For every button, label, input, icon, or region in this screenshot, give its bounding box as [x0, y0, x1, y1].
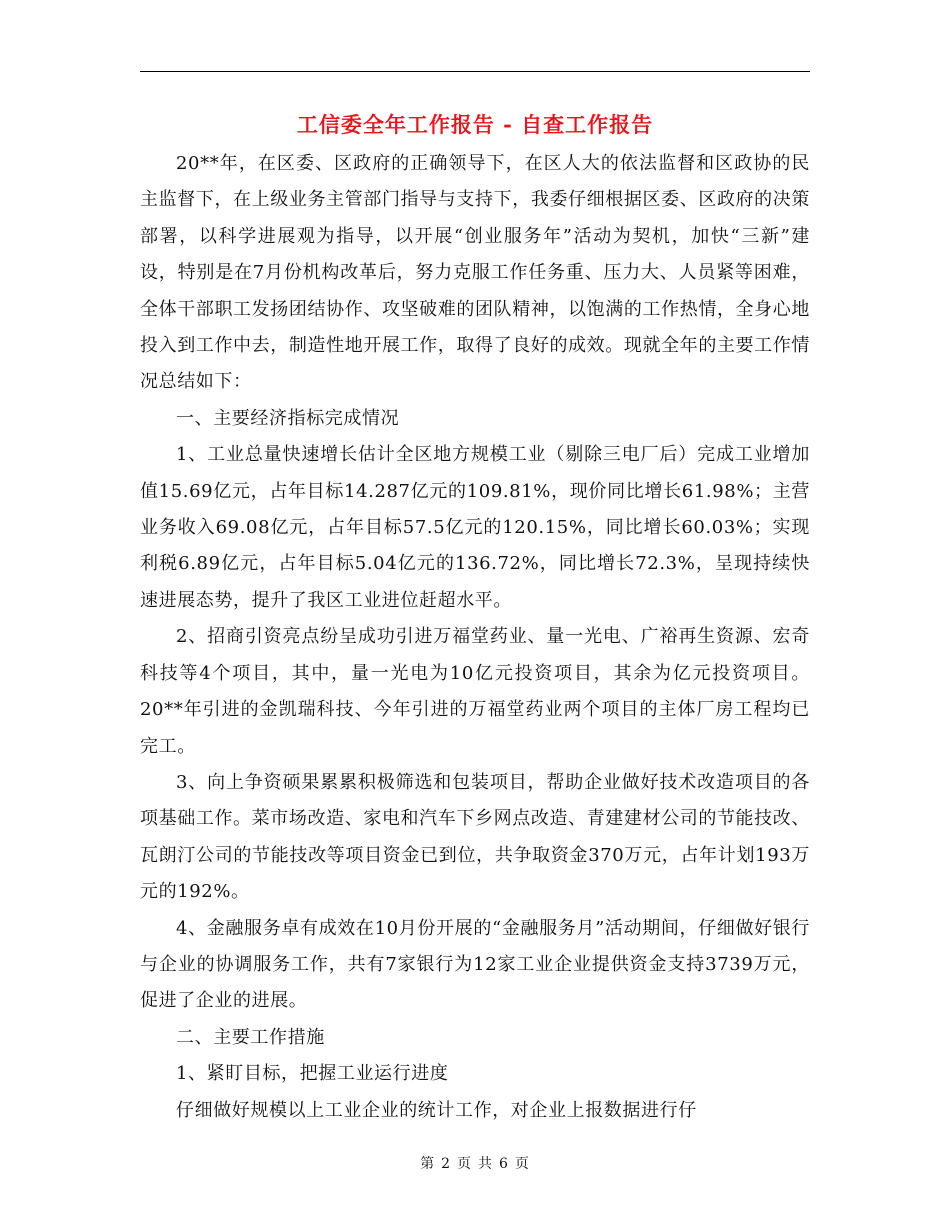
- paragraph-financial-services: 4、金融服务卓有成效在10月份开展的“金融服务月”活动期间，仔细做好银行与企业的协调服务工作，共有7家银行为12家工业企业提供资金支持3739万元，促进了企业的进展。: [140, 917, 810, 1012]
- section-heading-measures: 二、主要工作措施: [176, 1026, 325, 1048]
- document-body: [140, 146, 810, 1129]
- footer-page-word: 页: [457, 1156, 472, 1172]
- paragraph-statistics: 仔细做好规模以上工业企业的统计工作，对企业上报数据进行仔: [176, 1099, 697, 1121]
- footer-prefix: 第: [420, 1156, 436, 1172]
- paragraph-industrial-growth: 1、工业总量快速增长估计全区地方规模工业（剔除三电厂后）完成工业增加值15.69亿元，占年目标14.287亿元的109.81%，现价同比增长61.98%；主营业务收入69.08亿元，占年目标57.5亿元的120.15%，同比增长60.03%；实现利税6.89亿元，占年目标5.04亿元的136.72%，同比增长72.3%，呈现持续快速进展态势，提升了我区工业进位赶超水平。: [140, 444, 810, 611]
- document-title: 工信委全年工作报告 - 自查工作报告: [296, 112, 654, 137]
- paragraph-intro: 20**年，在区委、区政府的正确领导下，在区人大的依法监督和区政协的民主监督下，在上级业务主管部门指导与支持下，我委仔细根据区委、区政府的决策部署，以科学进展观为指导，以开展“创业服务年”活动为契机，加快“三新”建设，特别是在7月份机构改革后，努力克服工作任务重、压力大、人员紧等困难，全体干部职工发扬团结协作、攻坚破难的团队精神，以饱满的工作热情，全身心地投入到工作中去，制造性地开展工作，取得了良好的成效。现就全年的主要工作情况总结如下：: [140, 153, 810, 393]
- paragraph-funding: 3、向上争资硕果累累积极筛选和包装项目，帮助企业做好技术改造项目的各项基础工作。菜市场改造、家电和汽车下乡网点改造、青建建材公司的节能技改、瓦朗汀公司的节能技改等项目资金已到位，共争取资金370万元，占年计划193万元的192%。: [140, 771, 810, 903]
- total-page-count: 6: [499, 1156, 509, 1172]
- current-page-number: 2: [441, 1156, 451, 1172]
- section-heading-indicators: 一、主要经济指标完成情况: [176, 407, 400, 429]
- subheading-targets: 1、紧盯目标，把握工业运行进度: [176, 1063, 449, 1085]
- footer-total-word: 共: [478, 1156, 493, 1172]
- page-footer: [140, 1153, 810, 1175]
- header-rule: [140, 71, 810, 72]
- footer-suffix: 页: [514, 1156, 530, 1172]
- paragraph-investment: 2、招商引资亮点纷呈成功引进万福堂药业、量一光电、广裕再生资源、宏奇科技等4个项目，其中，量一光电为10亿元投资项目，其余为亿元投资项目。20**年引进的金凯瑞科技、今年引进的万福堂药业两个项目的主体厂房工程均已完工。: [140, 626, 810, 757]
